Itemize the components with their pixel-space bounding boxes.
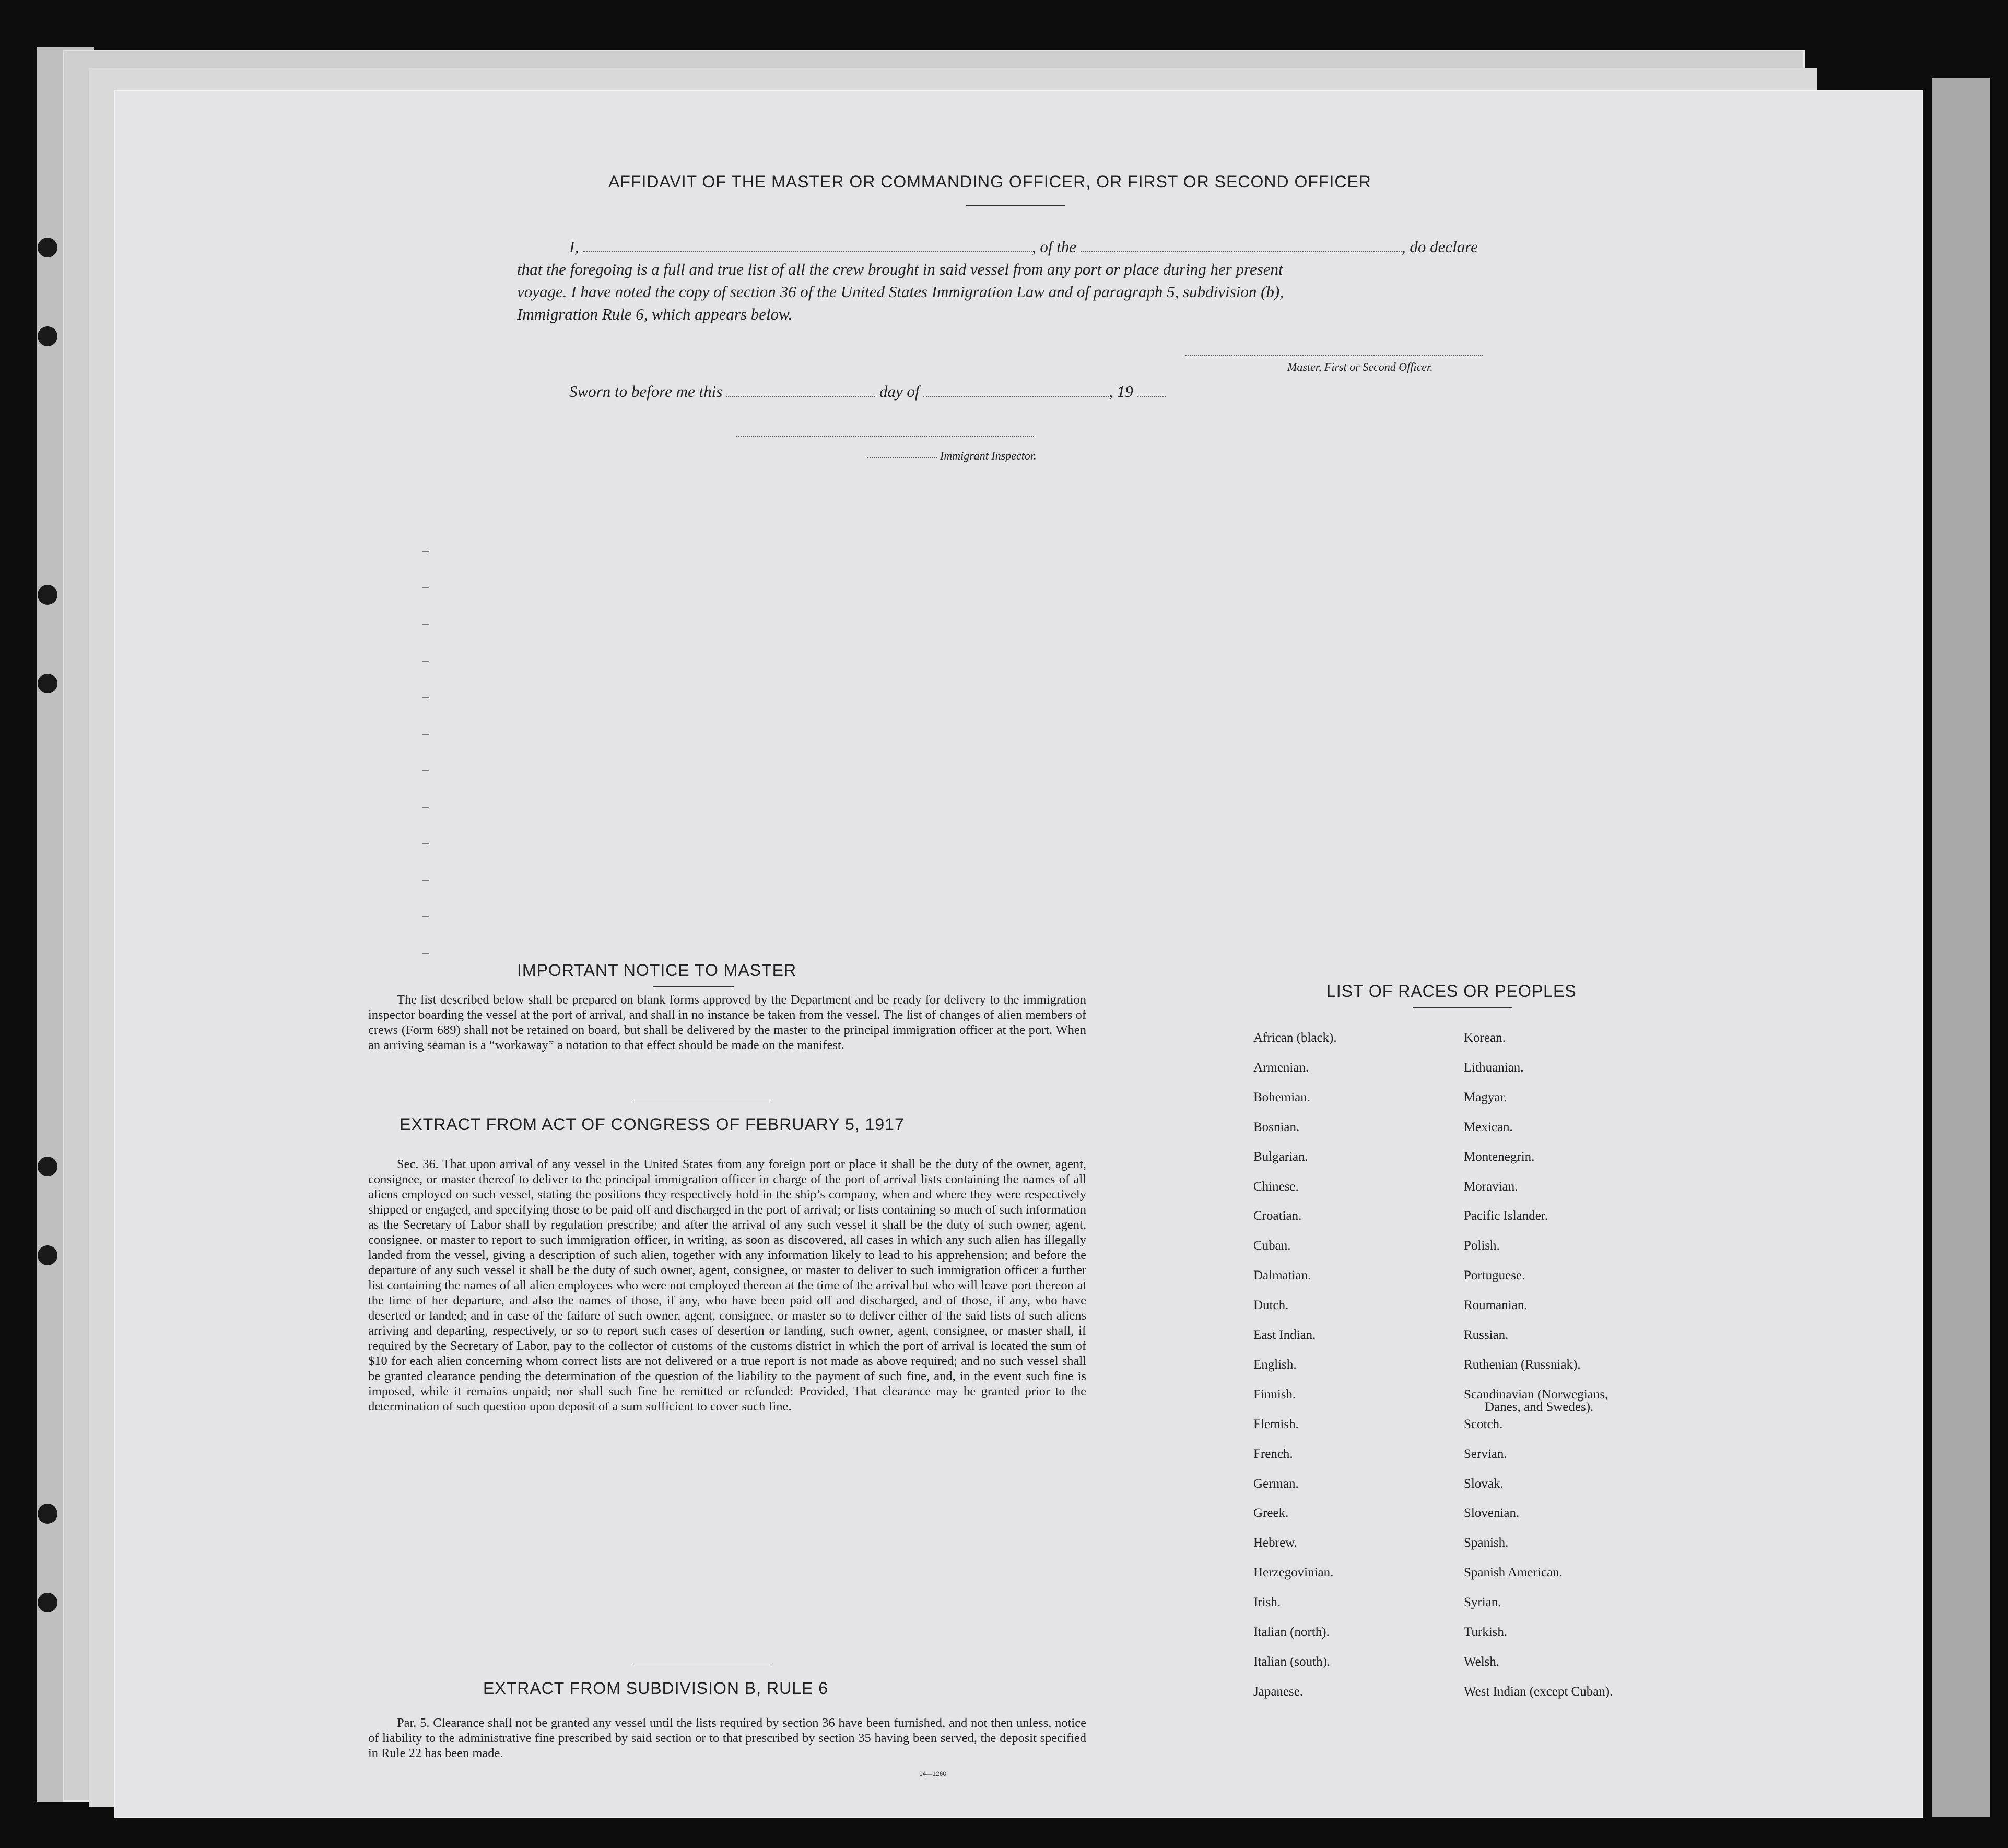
race-item: Armenian. bbox=[1253, 1060, 1309, 1075]
notice-paragraph: The list described below shall be prepared on blank forms approved by the Department and be ready for delivery to the immigration inspector boarding the vessel at the port of arrival, and shall in no instance be taken from the vessel. The list of changes of alien members of crews (Form 689) shall not be retained on board, but shall be delivered by the master to the principal immigration officer at the port. When an arriving seaman is a “workaway” a notation to that effect should be made on the manifest. bbox=[368, 993, 1086, 1052]
binder-hole bbox=[38, 585, 57, 605]
inspector-short-line bbox=[867, 457, 937, 458]
margin-tick bbox=[422, 551, 429, 552]
sworn-day-blank[interactable] bbox=[726, 392, 875, 397]
sworn-text: Sworn to before me this bbox=[569, 382, 723, 401]
binder-hole bbox=[38, 326, 57, 346]
race-item: Polish. bbox=[1464, 1239, 1500, 1253]
act-body bbox=[368, 1157, 1086, 1414]
sworn-line bbox=[569, 382, 1166, 401]
race-item: Korean. bbox=[1464, 1031, 1506, 1045]
race-item: Welsh. bbox=[1464, 1654, 1500, 1669]
race-item: Moravian. bbox=[1464, 1179, 1518, 1194]
notice-title: IMPORTANT NOTICE TO MASTER bbox=[517, 961, 797, 980]
vessel-blank[interactable] bbox=[1081, 247, 1402, 252]
inspector-signature-line[interactable] bbox=[736, 436, 1034, 437]
binder-hole bbox=[38, 674, 57, 693]
race-item: Montenegrin. bbox=[1464, 1149, 1535, 1164]
race-item: Portuguese. bbox=[1464, 1268, 1525, 1283]
title-underline bbox=[966, 205, 1065, 206]
race-item: Syrian. bbox=[1464, 1595, 1501, 1610]
race-item: Lithuanian. bbox=[1464, 1060, 1524, 1075]
race-item: Chinese. bbox=[1253, 1179, 1299, 1194]
race-item: Russian. bbox=[1464, 1328, 1509, 1342]
binder-hole bbox=[38, 1245, 57, 1265]
race-item: Croatian. bbox=[1253, 1209, 1302, 1223]
margin-tick bbox=[422, 770, 429, 771]
race-item: Japanese. bbox=[1253, 1684, 1304, 1699]
race-item: Roumanian. bbox=[1464, 1298, 1528, 1313]
margin-tick bbox=[422, 807, 429, 808]
race-item: Finnish. bbox=[1253, 1387, 1296, 1402]
race-item: Mexican. bbox=[1464, 1120, 1513, 1134]
affidavit-title: AFFIDAVIT OF THE MASTER OR COMMANDING OFFICER, OR FIRST OR SECOND OFFICER bbox=[608, 172, 1371, 191]
notice-title-underline bbox=[653, 986, 734, 987]
form-page bbox=[115, 91, 1922, 1817]
rule-paragraph: Par. 5. Clearance shall not be granted any vessel until the lists required by section 36 have been furnished, and not then unless, notice of liability to the administrative fine prescribed by said section or to that prescribed by section 35 having been served, the deposit specified in Rule 22 has been made. bbox=[368, 1716, 1086, 1760]
race-item: Turkish. bbox=[1464, 1625, 1508, 1639]
race-item: Slovak. bbox=[1464, 1476, 1504, 1491]
race-item: Bohemian. bbox=[1253, 1090, 1311, 1104]
sworn-year-blank[interactable] bbox=[1137, 392, 1166, 397]
race-item: Ruthenian (Russniak). bbox=[1464, 1357, 1581, 1372]
rule-title: EXTRACT FROM SUBDIVISION B, RULE 6 bbox=[483, 1679, 829, 1698]
race-item: Spanish American. bbox=[1464, 1565, 1563, 1580]
margin-tick bbox=[422, 880, 429, 881]
race-item: Servian. bbox=[1464, 1446, 1507, 1461]
race-item: Cuban. bbox=[1253, 1239, 1291, 1253]
binder-hole bbox=[38, 1157, 57, 1176]
race-item: Scotch. bbox=[1464, 1417, 1503, 1431]
affidavit-line-3: voyage. I have noted the copy of section 36 of the United States Immigration Law and of paragraph 5, subdivision (b), bbox=[517, 283, 1284, 301]
affidavit-of-the: , of the bbox=[1031, 238, 1077, 256]
race-item: Pacific Islander. bbox=[1464, 1209, 1548, 1223]
margin-tick bbox=[422, 953, 429, 954]
form-number: 14—1260 bbox=[919, 1770, 947, 1778]
race-item: Spanish. bbox=[1464, 1536, 1509, 1550]
margin-tick bbox=[422, 916, 429, 917]
year-prefix: , 19 bbox=[1109, 382, 1133, 401]
race-item: East Indian. bbox=[1253, 1328, 1316, 1342]
inspector-caption: Immigrant Inspector. bbox=[940, 449, 1037, 462]
race-item: Bosnian. bbox=[1253, 1120, 1300, 1134]
race-item: Scandinavian (Norwegians, bbox=[1464, 1387, 1608, 1402]
act-paragraph: Sec. 36. That upon arrival of any vessel in the United States from any foreign port or place it shall be the duty of the owner, agent, consignee, or master thereof to deliver to the principal immigration officer in charge of the port of arrival lists containing the names of all aliens employed on such vessel, stating the positions they respectively hold in the ship’s company, when and where they were respectively shipped or engaged, and specifying those to be paid off and discharged in the port of arrival; or lists containing so much of such information as the Secretary of Labor shall by regulation prescribe; and after the arrival of any such vessel it shall be the duty of such owner, agent, consignee, or master to report to such immigration officer, in writing, as soon as discovered, all cases in which any such alien has illegally landed from the vessel, giving a description of such alien, together with any information likely to lead to his apprehension; and before the departure of any such vessel it shall be the duty of such owner, agent, consignee, or master to deliver to such immigration officer a further list containing the names of all alien employees who were not employed thereon at the time of the arrival but who will leave port thereon at the time of her departure, and also the names of those, if any, who have been paid off and discharged, and of those, if any, who have deserted or landed; and in case of the failure of such owner, agent, consignee, or master so to deliver either of the said lists of such aliens arriving and departing, respectively, or so to report such cases of desertion or landing, such owner, agent, consignee, or master shall, if required by the Secretary of Labor, pay to the collector of customs of the customs district in which the port of arrival is located the sum of $10 for each alien concerning whom correct lists are not delivered or a true report is not made as above required; and no such vessel shall be granted clearance pending the determination of the question of the liability to the payment of such fine, and, in the event such fine is imposed, while it remains unpaid; nor shall such fine be remitted or refunded: Provided, That clearance may be granted prior to the determination of such question upon deposit of a sum sufficient to cover such fine. bbox=[368, 1157, 1086, 1414]
race-item: Flemish. bbox=[1253, 1417, 1299, 1431]
affidavit-i: I, bbox=[569, 238, 579, 256]
race-item: Italian (north). bbox=[1253, 1625, 1330, 1639]
rule-body bbox=[368, 1715, 1086, 1761]
name-blank[interactable] bbox=[583, 247, 1032, 252]
races-title: LIST OF RACES OR PEOPLES bbox=[1326, 982, 1577, 1000]
margin-tick bbox=[422, 734, 429, 735]
race-item: Herzegovinian. bbox=[1253, 1565, 1334, 1580]
binder-hole bbox=[38, 238, 57, 257]
margin-tick bbox=[422, 624, 429, 625]
margin-tick bbox=[422, 697, 429, 698]
race-item: Magyar. bbox=[1464, 1090, 1507, 1104]
margin-tick bbox=[422, 661, 429, 662]
day-of-text: day of bbox=[879, 382, 920, 401]
sworn-month-blank[interactable] bbox=[923, 392, 1109, 397]
scan-right-edge bbox=[1932, 78, 1990, 1817]
notice-body bbox=[368, 992, 1086, 1053]
race-item-continuation: Danes, and Swedes). bbox=[1485, 1399, 1594, 1414]
race-item: African (black). bbox=[1253, 1031, 1337, 1045]
race-item: Greek. bbox=[1253, 1506, 1289, 1521]
race-item: Bulgarian. bbox=[1253, 1149, 1308, 1164]
race-item: French. bbox=[1253, 1446, 1293, 1461]
race-item: West Indian (except Cuban). bbox=[1464, 1684, 1613, 1699]
race-item: Irish. bbox=[1253, 1595, 1281, 1610]
races-title-underline bbox=[1413, 1007, 1512, 1008]
binder-hole bbox=[38, 1593, 57, 1612]
affidavit-declare: , do declare bbox=[1401, 238, 1478, 256]
margin-tick bbox=[422, 843, 429, 844]
race-item: Dutch. bbox=[1253, 1298, 1289, 1313]
race-item: Hebrew. bbox=[1253, 1536, 1297, 1550]
affidavit-line-2: that the foregoing is a full and true list of all the crew brought in said vessel from any port or place during her present bbox=[517, 260, 1283, 278]
affidavit-line-1 bbox=[569, 238, 1478, 256]
master-signature-line[interactable] bbox=[1185, 355, 1483, 356]
margin-tick bbox=[422, 587, 429, 588]
race-item: English. bbox=[1253, 1357, 1297, 1372]
master-caption: Master, First or Second Officer. bbox=[1287, 360, 1433, 373]
race-item: Slovenian. bbox=[1464, 1506, 1520, 1521]
race-item: Dalmatian. bbox=[1253, 1268, 1311, 1283]
act-title: EXTRACT FROM ACT OF CONGRESS OF FEBRUARY 5, 1917 bbox=[400, 1115, 905, 1134]
race-item: Italian (south). bbox=[1253, 1654, 1331, 1669]
race-item: German. bbox=[1253, 1476, 1299, 1491]
affidavit-line-4: Immigration Rule 6, which appears below. bbox=[517, 305, 793, 323]
binder-hole bbox=[38, 1504, 57, 1524]
